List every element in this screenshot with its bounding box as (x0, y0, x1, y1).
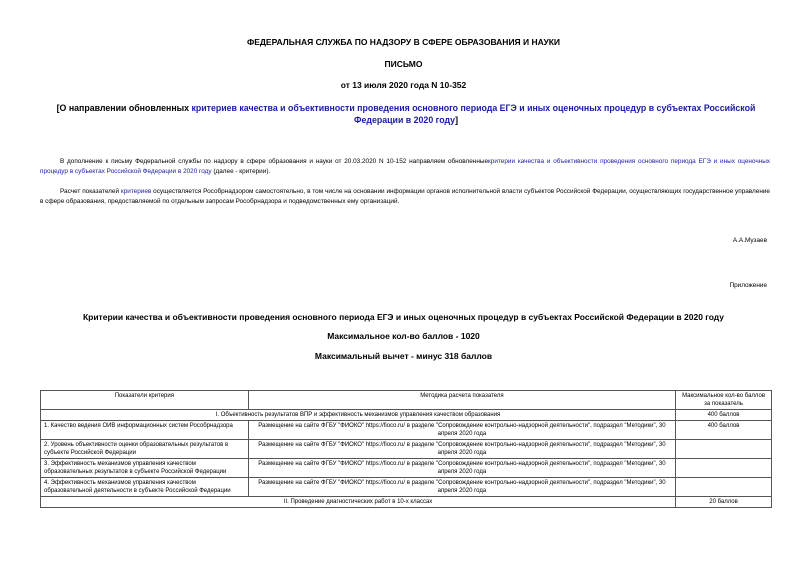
row4-score (676, 478, 772, 497)
header-score: Максимальное кол-во баллов за показатель (676, 391, 772, 410)
row1-score: 400 баллов (676, 421, 772, 440)
subject-suffix: ] (455, 115, 458, 125)
paragraph-2 (40, 187, 770, 207)
agency-title: ФЕДЕРАЛЬНАЯ СЛУЖБА ПО НАДЗОРУ В СФЕРЕ ОБРАЗОВАНИЯ И НАУКИ (246, 37, 561, 47)
subject-prefix: [О направлении обновленных (56, 103, 192, 113)
table-row (41, 459, 772, 478)
appendix-max-deduction: Максимальный вычет - минус 318 баллов (314, 351, 493, 361)
para2-text2: осуществляется Рособрнадзором самостоятельно, в том числе на основании информации органов исполнительной власти субъектов Российской Федерации, осуществляющих государственное управление в сфере образования, предоставляемой по отдельным запросам Рособрнадзора и подведомственных ему организаций. (40, 188, 770, 205)
table-row (41, 421, 772, 440)
row3-method: Размещение на сайте ФГБУ "ФИОКО" https://fioco.ru/ в разделе "Сопровождение контрольно-надзорной деятельности", подраздел "Методики", 30 апреля 2020 года (248, 459, 675, 478)
row4-indicator: 4. Эффективность механизмов управления качеством образовательной деятельности в субъекте Российской Федерации (41, 478, 249, 497)
section-row-1 (41, 410, 772, 421)
appendix-max-score: Максимальное кол-во баллов - 1020 (327, 331, 480, 341)
signature: А.А.Музаев (732, 237, 767, 244)
doc-subject (50, 102, 762, 126)
table-row (41, 440, 772, 459)
row1-indicator: 1. Качество ведения ОИВ информационных систем Рособрнадзора (41, 421, 249, 440)
para2-criteria-link[interactable]: критериев (120, 188, 152, 195)
row2-score (676, 440, 772, 459)
row4-method: Размещение на сайте ФГБУ "ФИОКО" https://fioco.ru/ в разделе "Сопровождение контрольно-надзорной деятельности", подраздел "Методики", 30 апреля 2020 года (248, 478, 675, 497)
row2-indicator: 2. Уровень объективности оценки образовательных результатов в субъекте Российской Федерации (41, 440, 249, 459)
row3-indicator: 3. Эффективность механизмов управления качеством образовательных результатов в субъекте Российской Федерации (41, 459, 249, 478)
para1-text2: (далее - критерии). (211, 168, 271, 175)
appendix-label: Приложение (729, 282, 767, 289)
table-row (41, 478, 772, 497)
para1-text1: В дополнение к письму Федеральной службы по надзору в сфере образования и науки от 20.03.2020 N 10-152 направляем обновленные (60, 158, 488, 165)
section2-title: II. Проведение диагностических работ в 10-х классах (41, 497, 676, 508)
row1-method: Размещение на сайте ФГБУ "ФИОКО" https://fioco.ru/ в разделе "Сопровождение контрольно-надзорной деятельности", подраздел "Методики", 30 апреля 2020 года (248, 421, 675, 440)
para1-criteria-link[interactable]: критерии качества и объективности проведения основного периода ЕГЭ и иных оценочных процедур в субъектах Российской Федерации в 2020 году (40, 158, 770, 175)
header-method: Методика расчета показателя (248, 391, 675, 410)
paragraph-1 (40, 157, 770, 177)
doc-type: ПИСЬМО (384, 59, 423, 69)
section-row-2 (41, 497, 772, 508)
row2-method: Размещение на сайте ФГБУ "ФИОКО" https://fioco.ru/ в разделе "Сопровождение контрольно-надзорной деятельности", подраздел "Методики", 30 апреля 2020 года (248, 440, 675, 459)
para2-text1: Расчет показателей (60, 188, 121, 195)
appendix-title: Критерии качества и объективности проведения основного периода ЕГЭ и иных оценочных процедур в субъектах Российской Федерации в 2020 году (82, 312, 725, 322)
criteria-table (40, 390, 772, 508)
table-header-row (41, 391, 772, 410)
row3-score (676, 459, 772, 478)
section1-score: 400 баллов (676, 410, 772, 421)
header-indicator: Показатели критерия (41, 391, 249, 410)
subject-link[interactable]: критериев качества и объективности проведения основного периода ЕГЭ и иных оценочных процедур в субъектах Российской Федерации в 2020 году (191, 103, 756, 125)
doc-date-number: от 13 июля 2020 года N 10-352 (340, 80, 467, 90)
section2-score: 20 баллов (676, 497, 772, 508)
section1-title: I. Объективность результатов ВПР и эффективность механизмов управления качеством образования (41, 410, 676, 421)
